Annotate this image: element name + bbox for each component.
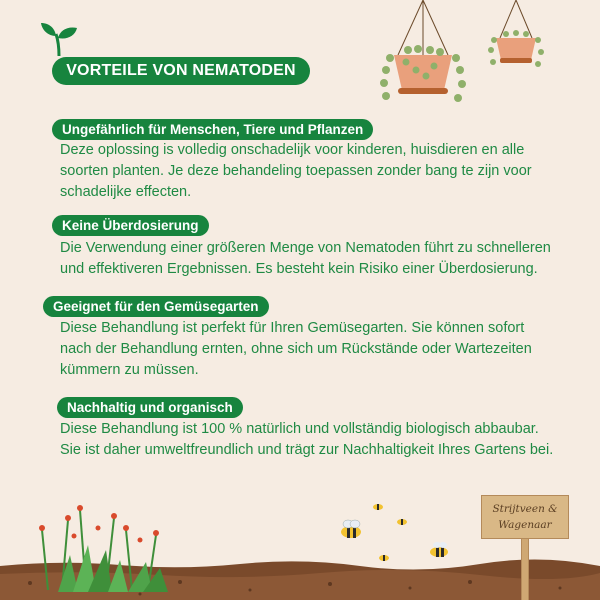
sign-post (521, 538, 529, 600)
bee-icon (378, 552, 390, 562)
sign-line-2: Wagenaar (498, 519, 552, 531)
section-heading-3: Geeignet für den Gemüsegarten (43, 296, 269, 317)
section-body-4 (60, 419, 570, 461)
sign-line-1: Strijtveen & (492, 503, 558, 515)
bee-icon (372, 501, 384, 511)
text-line: soorten planten. Je deze behandeling toepassen zonder bang te zijn voor (60, 163, 532, 179)
text-line: schadelijke effecten. (60, 184, 192, 200)
text-line: Diese Behandlung ist perfekt für Ihren Gemüsegarten. Sie können sofort (60, 320, 525, 336)
hanging-plant-left (378, 0, 468, 110)
wooden-sign (481, 495, 569, 539)
section-heading-4: Nachhaltig und organisch (57, 397, 243, 418)
section-body-3 (60, 318, 570, 381)
text-line: nach der Behandlung ernten, ohne sich um Rückstände oder Wartezeiten (60, 341, 532, 357)
section-heading-2: Keine Überdosierung (52, 215, 209, 236)
grass-plant (28, 500, 178, 592)
bee-icon (396, 516, 408, 526)
text-line: und effektiveren Ergebnissen. Es besteht kein Risiko einer Überdosierung. (60, 261, 538, 277)
text-line: Die Verwendung einer größeren Menge von Nematoden führt zu schnelleren (60, 240, 551, 256)
text-line: Sie ist daher umweltfreundlich und trägt zur Nachhaltigkeit Ihres Gartens bei. (60, 442, 554, 458)
sprout-icon (40, 22, 80, 56)
bee-icon (428, 541, 450, 559)
section-body-2 (60, 238, 570, 280)
page-title: VORTEILE VON NEMATODEN (52, 57, 310, 85)
text-line: Diese Behandlung ist 100 % natürlich und vollständig biologisch abbaubar. (60, 421, 539, 437)
text-line: kümmern zu müssen. (60, 362, 199, 378)
section-body-1 (60, 140, 570, 203)
section-heading-1: Ungefährlich für Menschen, Tiere und Pflanzen (52, 119, 373, 140)
bee-icon (338, 519, 364, 539)
text-line: Deze oplossing is volledig onschadelijk voor kinderen, huisdieren en alle (60, 142, 525, 158)
hanging-plant-right (486, 0, 546, 80)
